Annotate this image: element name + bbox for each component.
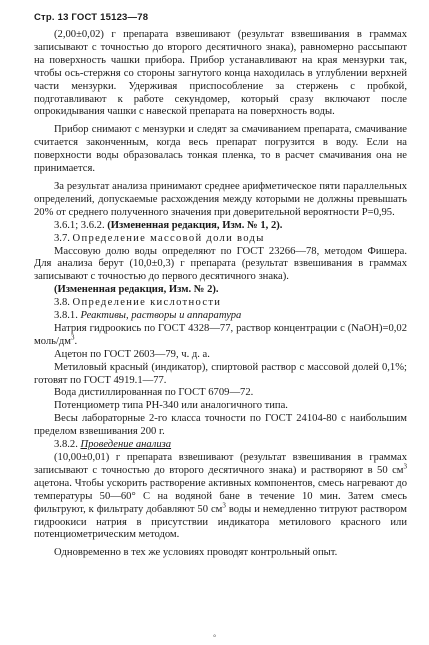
- procedure-text-c: воды и немедленно титруют раствором гидроокиси натрия в присутствии индикатора метилового красного или потенциометрическим методом.: [34, 503, 408, 541]
- paragraph-sample-weighing: (2,00±0,02) г препарата взвешивают (результат взвешивания в граммах записывают с точностью до второго десятичного знака), равномерно рассыпают на поверхность чашки прибора. Прибор устанавливают на края мензурки так, чтобы ось-стержня со стороны загнутого конца находилась в углублении верхней части мензурки. Удерживая приспособление за стержень с пробкой, подготавливают к работе секундомер, который сразу включают после опрокидывания чашки с навеской препарата на поверхность воды.: [34, 29, 407, 118]
- equipment-potentiometer: Потенциометр типа РН-340 или аналогичного типа.: [54, 400, 288, 412]
- superscript: 3: [71, 333, 75, 342]
- section-3-8-heading: [34, 297, 407, 310]
- revision-note-2: (Измененная редакция, Изм. № 2).: [54, 284, 219, 296]
- section-title: Определение кислотности: [72, 297, 222, 309]
- reagent-water: Вода дистиллированная по ГОСТ 6709—72.: [54, 387, 254, 399]
- section-title: Реактивы, растворы и аппаратура: [80, 310, 242, 322]
- reagent-acetone: Ацетон по ГОСТ 2603—79, ч. д. а.: [54, 348, 210, 360]
- section-3-7-heading: [34, 233, 407, 246]
- reagent-naoh: [34, 323, 407, 349]
- footer-mark: °: [213, 633, 217, 642]
- section-3-8-2-heading: [34, 439, 407, 452]
- paragraph-result: За результат анализа принимают среднее арифметическое пяти параллельных определений, допускаемые расхождения между которыми не должны превышать 20% от среднего полученного значения при доверительной вероятности P=0,95.: [34, 180, 407, 218]
- paragraph-wetting: Прибор снимают с мензурки и следят за смачиванием препарата, смачивание считается законченным, когда весь препарат погрузится в воду. Если на поверхности воды образовалась тонкая пленка, то в расчет смачивания она не принимается.: [34, 124, 407, 175]
- reagent-text-end: .: [74, 335, 78, 347]
- section-number: 3.8.2.: [54, 439, 81, 451]
- section-title: Определение массовой доли воды: [72, 232, 265, 244]
- section-number: 3.7.: [54, 232, 73, 244]
- paragraph-analysis-procedure: [34, 452, 407, 542]
- section-number: 3.8.1.: [54, 310, 81, 322]
- revision-note: (Измененная редакция, Изм. № 1, 2).: [107, 219, 283, 231]
- procedure-text-a: (10,00±0,01) г препарата взвешивают (результат взвешивания в граммах записывают с точностью до второго десятичного знака) и растворяют в 50 см: [34, 452, 407, 476]
- reagent-methyl-red: Метиловый красный (индикатор), спиртовой раствор с массовой долей 0,1%; готовят по ГОСТ 4919.1—77.: [34, 361, 407, 386]
- reagent-text: Натрия гидроокись по ГОСТ 4328—77, раствор концентрации c (NaOH)=0,02 моль/дм: [34, 322, 407, 347]
- section-3-8-1-heading: [34, 310, 407, 323]
- superscript: 3: [403, 462, 407, 471]
- section-title: Проведение анализа: [80, 439, 172, 451]
- procedure-text-b: ацетона. Чтобы ускорить растворение активных компонентов, смесь нагревают до температуры 50—60° С на водяной бане в течение 10 мин. Затем смесь фильтруют, к фильтрату добавляют 50 см: [34, 477, 407, 515]
- paragraph-water-fraction: Массовую долю воды определяют по ГОСТ 23266—78, методом Фишера. Для анализа берут (10,0±0,3) г препарата (результат взвешивания в граммах записывают с точностью до первого десятичного знака).: [34, 245, 407, 283]
- superscript: 3: [222, 501, 226, 510]
- paragraph-revision-1-2: [34, 220, 407, 233]
- page-header: Стр. 13 ГОСТ 15123—78: [34, 12, 149, 23]
- section-number: 3.8.: [54, 297, 73, 309]
- paragraph-control-test: Одновременно в тех же условиях проводят контрольный опыт.: [54, 547, 338, 559]
- clause-ref: 3.6.1; 3.6.2.: [54, 219, 108, 231]
- equipment-scales: Весы лабораторные 2-го класса точности по ГОСТ 24104-80 с наибольшим пределом взвешивания 200 г.: [34, 413, 407, 438]
